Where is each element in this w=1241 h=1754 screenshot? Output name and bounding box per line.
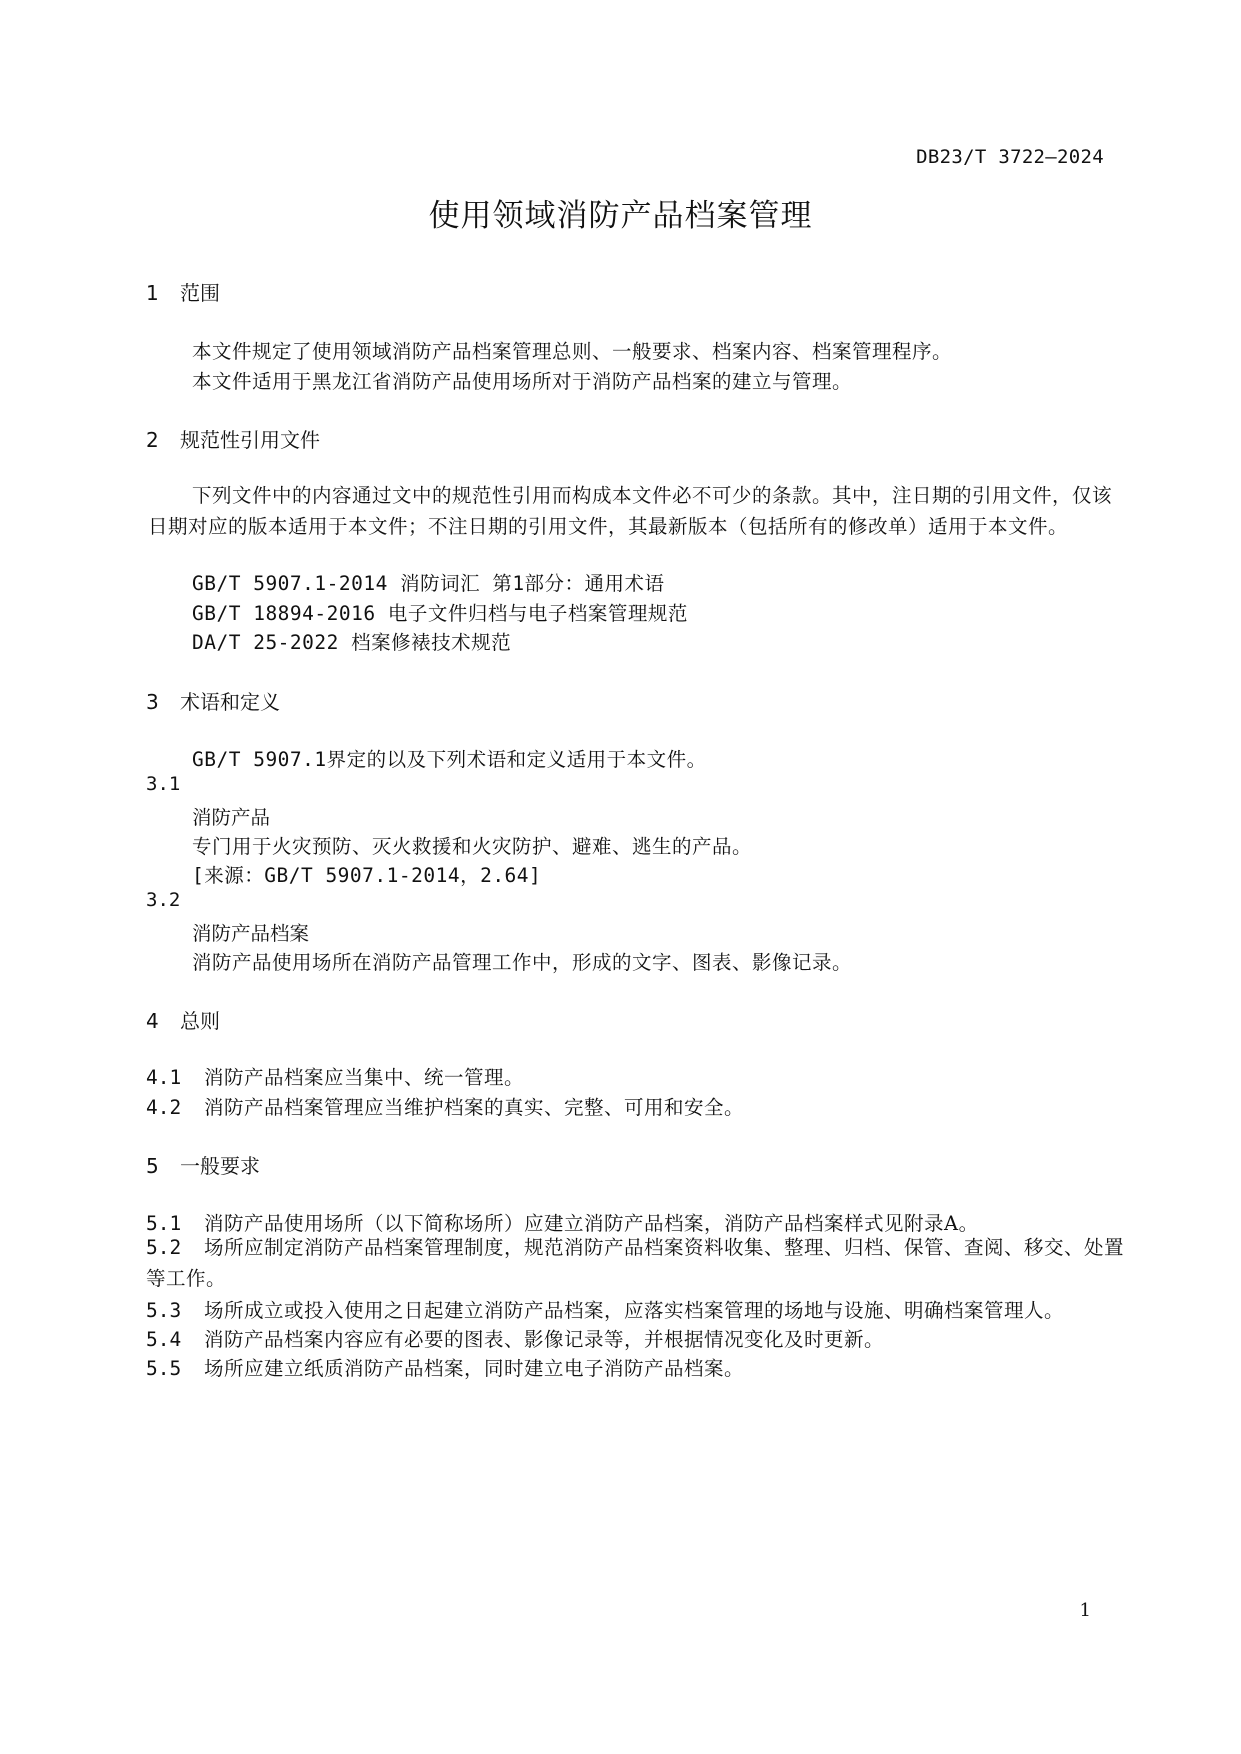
section-title: 一般要求 xyxy=(180,1154,260,1178)
clause-number: 5.5 xyxy=(146,1357,182,1380)
standard-code: DB23/T 3722—2024 xyxy=(916,146,1104,168)
section-number: 2 xyxy=(146,428,159,452)
section-number: 4 xyxy=(146,1009,159,1033)
reference-item: DA/T 25-2022 档案修裱技术规范 xyxy=(192,631,512,654)
reference-item: GB/T 5907.1-2014 消防词汇 第1部分：通用术语 xyxy=(192,572,665,595)
clause-number: 5.1 xyxy=(146,1212,182,1235)
clause-text: 场所应制定消防产品档案管理制度，规范消防产品档案资料收集、整理、归档、保管、查阅、移交、处置等工作。 xyxy=(146,1236,1125,1290)
clause-text: 消防产品档案管理应当维护档案的真实、完整、可用和安全。 xyxy=(204,1096,745,1119)
clause-text: 消防产品档案应当集中、统一管理。 xyxy=(204,1066,525,1089)
term-definition: 专门用于火灾预防、灭火救援和火灾防护、避难、逃生的产品。 xyxy=(192,835,753,858)
paragraph: 本文件规定了使用领域消防产品档案管理总则、一般要求、档案内容、档案管理程序。 xyxy=(192,340,953,363)
term-number: 3.2 xyxy=(146,889,181,911)
clause xyxy=(146,1353,744,1381)
clause-number: 5.2 xyxy=(146,1236,182,1259)
page-number: 1 xyxy=(1079,1600,1091,1621)
section-number: 3 xyxy=(146,690,159,714)
paragraph: 下列文件中的内容通过文中的规范性引用而构成本文件必不可少的条款。其中，注日期的引用文件，仅该日期对应的版本适用于本文件；不注日期的引用文件，其最新版本（包括所有的修改单）适用于本文件。 xyxy=(148,484,1113,538)
clause-text: 消防产品档案内容应有必要的图表、影像记录等，并根据情况变化及时更新。 xyxy=(204,1328,885,1351)
clause-number: 5.4 xyxy=(146,1328,182,1351)
clause-number: 4.2 xyxy=(146,1096,182,1119)
term-source: [来源：GB/T 5907.1-2014，2.64] xyxy=(192,864,542,887)
clause xyxy=(146,1232,1126,1294)
section-heading-normative-references xyxy=(146,424,320,453)
section-number: 1 xyxy=(146,281,159,305)
clause-number: 5.3 xyxy=(146,1299,182,1322)
section-heading-terms xyxy=(146,686,280,715)
term-name: 消防产品档案 xyxy=(192,922,310,945)
section-title: 规范性引用文件 xyxy=(180,428,320,452)
term-name: 消防产品 xyxy=(192,806,271,829)
term-definition: 消防产品使用场所在消防产品管理工作中，形成的文字、图表、影像记录。 xyxy=(192,951,853,974)
document-title: 使用领域消防产品档案管理 xyxy=(428,198,813,234)
section-title: 术语和定义 xyxy=(180,690,280,714)
clause-text: 消防产品使用场所（以下简称场所）应建立消防产品档案，消防产品档案样式见附录A。 xyxy=(204,1212,979,1235)
section-heading-general xyxy=(146,1005,220,1034)
clause-text: 场所成立或投入使用之日起建立消防产品档案，应落实档案管理的场地与设施、明确档案管理人。 xyxy=(204,1299,1065,1322)
clause-text: 场所应建立纸质消防产品档案，同时建立电子消防产品档案。 xyxy=(204,1357,745,1380)
paragraph: GB/T 5907.1界定的以及下列术语和定义适用于本文件。 xyxy=(192,748,707,771)
clause-number: 4.1 xyxy=(146,1066,182,1089)
section-heading-general-requirements xyxy=(146,1150,260,1179)
paragraph: 本文件适用于黑龙江省消防产品使用场所对于消防产品档案的建立与管理。 xyxy=(192,370,853,393)
clause xyxy=(146,1092,744,1120)
term-number: 3.1 xyxy=(146,773,181,795)
section-title: 范围 xyxy=(180,281,220,305)
clause xyxy=(146,1295,1064,1323)
clause xyxy=(146,1324,884,1352)
clause xyxy=(146,1062,524,1090)
reference-item: GB/T 18894-2016 电子文件归档与电子档案管理规范 xyxy=(192,602,688,625)
section-number: 5 xyxy=(146,1154,159,1178)
section-heading-scope xyxy=(146,277,220,306)
section-title: 总则 xyxy=(180,1009,220,1033)
